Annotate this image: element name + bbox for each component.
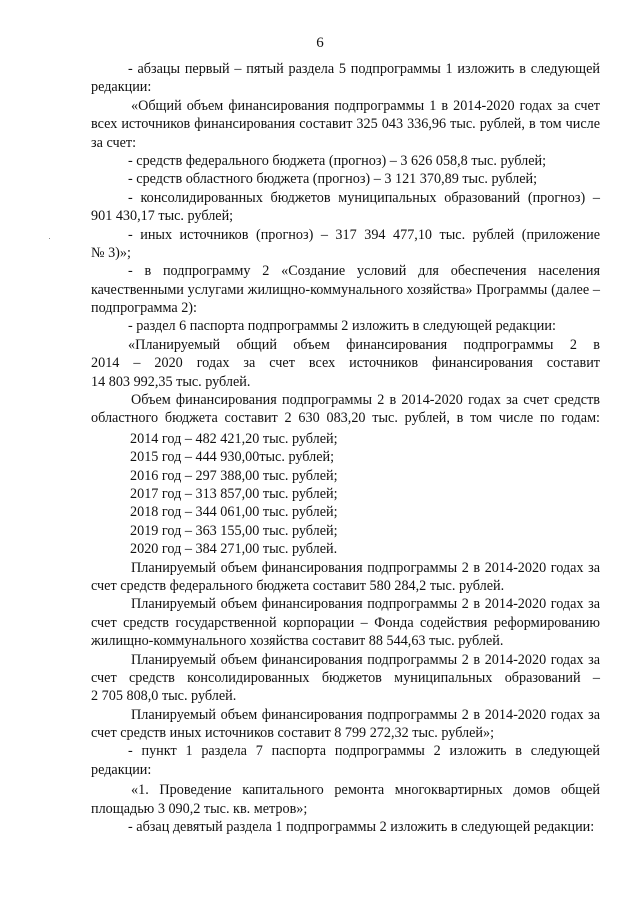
text-line: редакции:: [91, 79, 152, 96]
text-line: подпрограмма 2):: [91, 300, 197, 317]
text-line: - иных источников (прогноз) – 317 394 477,10 тыс. рублей (приложение: [128, 226, 600, 243]
text-line: за счет:: [91, 134, 137, 151]
text-line: - средств федерального бюджета (прогноз) – 3 626 058,8 тыс. рублей;: [128, 152, 547, 169]
text-line: Планируемый объем финансирования подпрограммы 2 в 2014-2020 годах за: [131, 559, 600, 576]
document-body: [91, 60, 600, 836]
text-line: «1. Проведение капитального ремонта многоквартирных домов общей: [131, 782, 600, 799]
text-line: Планируемый объем финансирования подпрограммы 2 в 2014-2020 годах за: [131, 651, 600, 668]
text-line: 14 803 992,35 тыс. рублей.: [91, 373, 251, 390]
text-line: 2020 год – 384 271,00 тыс. рублей.: [130, 541, 338, 558]
text-line: Объем финансирования подпрограммы 2 в 2014-2020 годах за счет средств: [131, 392, 600, 409]
text-line: 901 430,17 тыс. рублей;: [91, 208, 234, 225]
text-line: 2014 год – 482 421,20 тыс. рублей;: [130, 430, 338, 447]
text-line: «Планируемый общий объем финансирования подпрограммы 2 в: [128, 336, 600, 353]
text-line: 2018 год – 344 061,00 тыс. рублей;: [130, 504, 338, 521]
text-line: Планируемый объем финансирования подпрограммы 2 в 2014-2020 годах за: [131, 596, 600, 613]
text-line: 2016 год – 297 388,00 тыс. рублей;: [130, 467, 338, 484]
text-line: - средств областного бюджета (прогноз) – 3 121 370,89 тыс. рублей;: [128, 171, 538, 188]
text-line: площадью 3 090,2 тыс. кв. метров»;: [91, 800, 308, 817]
text-line: - абзацы первый – пятый раздела 5 подпрограммы 1 изложить в следующей: [128, 61, 600, 77]
text-line: Планируемый объем финансирования подпрограммы 2 в 2014-2020 годах за: [131, 706, 600, 723]
text-line: счет средств государственной корпорации – Фонда содействия реформированию: [91, 614, 600, 631]
page-number: 6: [316, 35, 324, 51]
text-line: - консолидированных бюджетов муниципальных образований (прогноз) –: [128, 189, 600, 206]
scan-speck: [49, 238, 50, 239]
text-line: «Общий объем финансирования подпрограммы 1 в 2014-2020 годах за счет: [131, 97, 600, 114]
text-line: 2 705 808,0 тыс. рублей.: [91, 688, 237, 705]
text-line: жилищно-коммунального хозяйства составит 88 544,63 тыс. рублей.: [91, 633, 504, 650]
text-line: 2019 год – 363 155,00 тыс. рублей;: [130, 522, 338, 539]
text-line: № 3)»;: [91, 244, 131, 261]
text-line: счет средств консолидированных бюджетов муниципальных образований –: [91, 669, 600, 686]
text-line: 2015 год – 444 930,00тыс. рублей;: [130, 449, 335, 466]
text-line: 2014 – 2020 годах за счет всех источников финансирования составит: [91, 355, 600, 372]
text-line: всех источников финансирования составит 325 043 336,96 тыс. рублей, в том числе: [91, 116, 600, 133]
text-line: счет средств иных источников составит 8 799 272,32 тыс. рублей»;: [91, 725, 495, 742]
text-line: редакции:: [91, 761, 152, 778]
text-line: - раздел 6 паспорта подпрограммы 2 изложить в следующей редакции:: [128, 318, 556, 335]
text-line: 2017 год – 313 857,00 тыс. рублей;: [130, 485, 338, 502]
text-line: - абзац девятый раздела 1 подпрограммы 2 изложить в следующей редакции:: [128, 819, 595, 836]
text-line: - в подпрограмму 2 «Создание условий для обеспечения населения: [128, 263, 600, 280]
text-line: счет средств федерального бюджета составит 580 284,2 тыс. рублей.: [91, 577, 505, 594]
text-line: - пункт 1 раздела 7 паспорта подпрограммы 2 изложить в следующей: [128, 743, 600, 760]
text-line: качественными услугами жилищно-коммунального хозяйства» Программы (далее –: [91, 281, 600, 298]
text-line: областного бюджета составит 2 630 083,20 тыс. рублей, в том числе по годам:: [91, 410, 600, 427]
